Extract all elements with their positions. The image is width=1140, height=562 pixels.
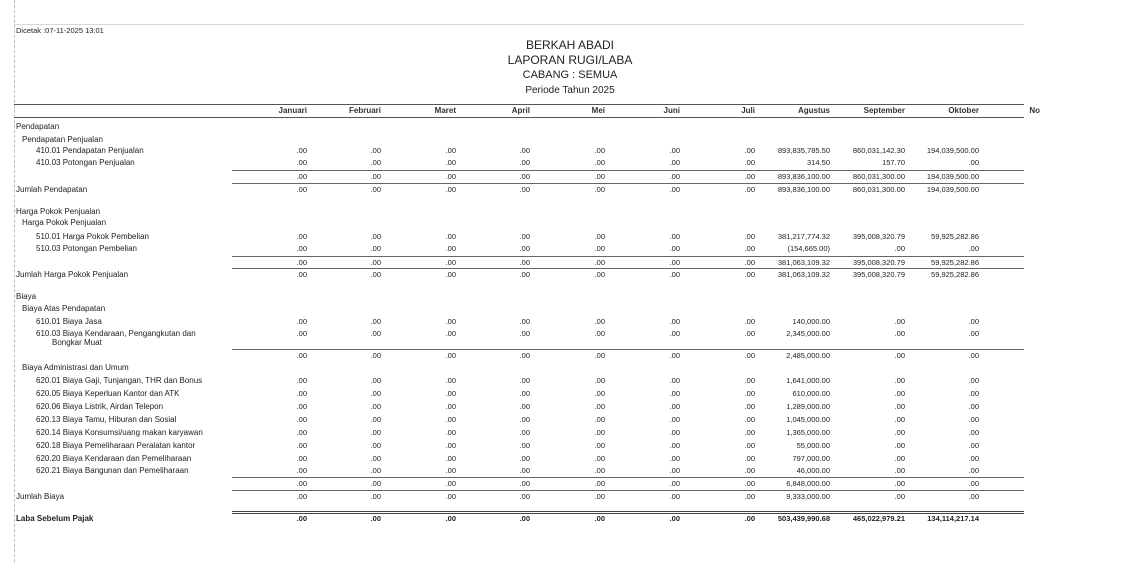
value-cell-juli: .00	[744, 232, 755, 241]
column-header-top-rule	[14, 104, 1024, 105]
row-label: 410.01 Pendapatan Penjualan	[36, 146, 144, 155]
value-cell-juli: .00	[744, 389, 755, 398]
value-cell-april: .00	[519, 158, 530, 167]
value-cell-oktober: .00	[968, 244, 979, 253]
value-cell-januari: .00	[296, 172, 307, 181]
column-header-agustus: Agustus	[798, 106, 830, 115]
value-cell-juni: .00	[669, 185, 680, 194]
value-cell-april: .00	[519, 270, 530, 279]
value-cell-september: 860,031,142.30	[852, 146, 905, 155]
value-cell-januari: .00	[296, 351, 307, 360]
value-cell-januari: .00	[296, 317, 307, 326]
value-cell-juli: .00	[744, 172, 755, 181]
value-cell-april: .00	[519, 351, 530, 360]
value-cell-januari: .00	[296, 415, 307, 424]
value-cell-juni: .00	[669, 158, 680, 167]
value-cell-januari: .00	[296, 441, 307, 450]
value-cell-maret: .00	[445, 270, 456, 279]
row-label: Pendapatan	[16, 122, 60, 131]
value-cell-september: 395,008,320.79	[852, 232, 905, 241]
value-cell-oktober: 194,039,500.00	[926, 172, 979, 181]
row-label: 610.03 Biaya Kendaraan, Pengangkutan dan	[36, 329, 196, 338]
value-cell-agustus: 46,000.00	[796, 466, 830, 475]
value-cell-agustus: 1,289,000.00	[786, 402, 830, 411]
value-cell-mei: .00	[594, 492, 605, 501]
report-title: LAPORAN RUGI/LABA	[507, 53, 633, 67]
value-cell-agustus: 55,000.00	[796, 441, 830, 450]
value-cell-januari: .00	[296, 244, 307, 253]
value-cell-februari: .00	[370, 351, 381, 360]
value-cell-februari: .00	[370, 454, 381, 463]
value-cell-januari: .00	[296, 428, 307, 437]
value-cell-agustus: 1,641,000.00	[786, 376, 830, 385]
value-cell-juni: .00	[669, 317, 680, 326]
printed-timestamp: Dicetak :07-11-2025 13:01	[16, 26, 104, 35]
value-cell-agustus: 503,439,990.68	[777, 514, 830, 523]
value-cell-maret: .00	[445, 389, 456, 398]
row-label: 620.06 Biaya Listrik, Airdan Telepon	[36, 402, 164, 411]
value-cell-maret: .00	[445, 466, 456, 475]
period-label: Periode Tahun 2025	[525, 85, 615, 96]
value-cell-mei: .00	[594, 232, 605, 241]
row-label: Biaya Atas Pendapatan	[22, 304, 106, 313]
value-cell-maret: .00	[445, 402, 456, 411]
value-cell-maret: .00	[445, 415, 456, 424]
value-cell-maret: .00	[445, 317, 456, 326]
value-cell-mei: .00	[594, 441, 605, 450]
value-cell-september: .00	[894, 389, 905, 398]
row-label: 510.01 Harga Pokok Pembelian	[36, 232, 149, 241]
value-cell-agustus: 381,063,109.32	[777, 258, 830, 267]
value-cell-agustus: (154,665.00)	[787, 244, 830, 253]
value-cell-februari: .00	[370, 415, 381, 424]
value-cell-juni: .00	[669, 270, 680, 279]
value-cell-februari: .00	[370, 244, 381, 253]
value-cell-juni: .00	[669, 376, 680, 385]
value-cell-maret: .00	[445, 258, 456, 267]
row-label: 410.03 Potongan Penjualan	[36, 158, 135, 167]
value-cell-januari: .00	[296, 402, 307, 411]
value-cell-januari: .00	[296, 146, 307, 155]
value-cell-juli: .00	[744, 158, 755, 167]
value-cell-april: .00	[519, 402, 530, 411]
value-cell-maret: .00	[445, 244, 456, 253]
value-cell-februari: .00	[370, 466, 381, 475]
value-cell-februari: .00	[370, 232, 381, 241]
value-cell-oktober: .00	[968, 376, 979, 385]
value-cell-maret: .00	[445, 479, 456, 488]
row-label: 620.01 Biaya Gaji, Tunjangan, THR dan Bonus	[36, 376, 203, 385]
value-cell-april: .00	[519, 146, 530, 155]
value-cell-oktober: .00	[968, 158, 979, 167]
value-cell-september: 157.70	[882, 158, 905, 167]
value-cell-oktober: .00	[968, 466, 979, 475]
value-cell-juli: .00	[744, 428, 755, 437]
value-cell-april: .00	[519, 454, 530, 463]
value-cell-mei: .00	[594, 389, 605, 398]
subtotal-rule	[232, 268, 1024, 269]
value-cell-oktober: .00	[968, 492, 979, 501]
column-header-juni: Juni	[663, 106, 680, 115]
value-cell-juli: .00	[744, 146, 755, 155]
value-cell-oktober: .00	[968, 329, 979, 338]
value-cell-juni: .00	[669, 454, 680, 463]
value-cell-februari: .00	[370, 146, 381, 155]
value-cell-februari: .00	[370, 389, 381, 398]
column-header-no: No	[1029, 106, 1040, 115]
value-cell-oktober: .00	[968, 389, 979, 398]
column-header-juli: Juli	[741, 106, 755, 115]
row-label: 620.05 Biaya Keperluan Kantor dan ATK	[36, 389, 180, 398]
value-cell-mei: .00	[594, 466, 605, 475]
value-cell-maret: .00	[445, 351, 456, 360]
value-cell-mei: .00	[594, 428, 605, 437]
value-cell-juli: .00	[744, 351, 755, 360]
value-cell-juni: .00	[669, 492, 680, 501]
row-label-continued: Bongkar Muat	[52, 338, 102, 347]
value-cell-maret: .00	[445, 492, 456, 501]
value-cell-september: .00	[894, 466, 905, 475]
value-cell-januari: .00	[296, 479, 307, 488]
value-cell-juli: .00	[744, 454, 755, 463]
value-cell-mei: .00	[594, 270, 605, 279]
value-cell-juli: .00	[744, 514, 755, 523]
value-cell-juli: .00	[744, 479, 755, 488]
value-cell-juli: .00	[744, 317, 755, 326]
value-cell-mei: .00	[594, 351, 605, 360]
value-cell-september: .00	[894, 454, 905, 463]
value-cell-oktober: 59,925,282.86	[931, 258, 979, 267]
value-cell-juni: .00	[669, 479, 680, 488]
value-cell-april: .00	[519, 172, 530, 181]
value-cell-januari: .00	[296, 232, 307, 241]
row-label: Biaya	[16, 292, 37, 301]
value-cell-september: .00	[894, 428, 905, 437]
row-label: 620.21 Biaya Bangunan dan Pemeliharaan	[36, 466, 189, 475]
value-cell-april: .00	[519, 244, 530, 253]
value-cell-juli: .00	[744, 376, 755, 385]
value-cell-oktober: 59,925,282.86	[931, 270, 979, 279]
value-cell-februari: .00	[370, 479, 381, 488]
value-cell-juni: .00	[669, 428, 680, 437]
value-cell-agustus: 797,000.00	[792, 454, 830, 463]
company-name: BERKAH ABADI	[525, 38, 615, 52]
value-cell-april: .00	[519, 232, 530, 241]
value-cell-juni: .00	[669, 441, 680, 450]
value-cell-oktober: .00	[968, 454, 979, 463]
value-cell-februari: .00	[370, 376, 381, 385]
value-cell-juni: .00	[669, 351, 680, 360]
column-header-april: April	[511, 106, 530, 115]
column-header-bottom-rule	[14, 117, 1024, 118]
value-cell-juli: .00	[744, 415, 755, 424]
total-double-rule	[232, 511, 1024, 514]
value-cell-februari: .00	[370, 492, 381, 501]
value-cell-september: .00	[894, 441, 905, 450]
value-cell-agustus: 893,835,785.50	[777, 146, 830, 155]
column-header-september: September	[863, 106, 905, 115]
value-cell-agustus: 381,063,109.32	[777, 270, 830, 279]
value-cell-mei: .00	[594, 146, 605, 155]
value-cell-mei: .00	[594, 172, 605, 181]
column-header-maret: Maret	[434, 106, 456, 115]
value-cell-april: .00	[519, 514, 530, 523]
value-cell-februari: .00	[370, 441, 381, 450]
value-cell-maret: .00	[445, 441, 456, 450]
column-header-mei: Mei	[591, 106, 605, 115]
value-cell-oktober: 194,039,500.00	[926, 146, 979, 155]
value-cell-september: .00	[894, 492, 905, 501]
value-cell-januari: .00	[296, 258, 307, 267]
row-label: 620.14 Biaya Konsumsi/uang makan karyawan	[36, 428, 203, 437]
column-header-oktober: Oktober	[948, 106, 979, 115]
value-cell-januari: .00	[296, 492, 307, 501]
value-cell-juli: .00	[744, 441, 755, 450]
value-cell-september: .00	[894, 329, 905, 338]
value-cell-oktober: .00	[968, 402, 979, 411]
value-cell-januari: .00	[296, 270, 307, 279]
value-cell-september: .00	[894, 244, 905, 253]
value-cell-mei: .00	[594, 454, 605, 463]
value-cell-juni: .00	[669, 514, 680, 523]
value-cell-agustus: 381,217,774.32	[777, 232, 830, 241]
value-cell-mei: .00	[594, 185, 605, 194]
column-header-februari: Februari	[348, 106, 381, 115]
value-cell-agustus: 140,000.00	[792, 317, 830, 326]
value-cell-mei: .00	[594, 258, 605, 267]
value-cell-april: .00	[519, 389, 530, 398]
value-cell-juni: .00	[669, 415, 680, 424]
value-cell-februari: .00	[370, 317, 381, 326]
value-cell-juni: .00	[669, 329, 680, 338]
subtotal-rule	[232, 256, 1024, 257]
value-cell-april: .00	[519, 415, 530, 424]
column-header-januari: Januari	[278, 106, 307, 115]
value-cell-agustus: 893,836,100.00	[777, 172, 830, 181]
value-cell-februari: .00	[370, 172, 381, 181]
value-cell-oktober: .00	[968, 415, 979, 424]
subtotal-rule	[232, 170, 1024, 171]
value-cell-mei: .00	[594, 329, 605, 338]
value-cell-oktober: .00	[968, 317, 979, 326]
value-cell-april: .00	[519, 441, 530, 450]
value-cell-april: .00	[519, 492, 530, 501]
value-cell-maret: .00	[445, 185, 456, 194]
row-label: Jumlah Pendapatan	[16, 185, 88, 194]
value-cell-januari: .00	[296, 466, 307, 475]
value-cell-februari: .00	[370, 402, 381, 411]
value-cell-april: .00	[519, 185, 530, 194]
value-cell-mei: .00	[594, 317, 605, 326]
value-cell-juli: .00	[744, 466, 755, 475]
value-cell-maret: .00	[445, 146, 456, 155]
subtotal-rule	[232, 183, 1024, 184]
value-cell-juli: .00	[744, 402, 755, 411]
value-cell-mei: .00	[594, 244, 605, 253]
value-cell-mei: .00	[594, 158, 605, 167]
value-cell-oktober: .00	[968, 428, 979, 437]
value-cell-april: .00	[519, 376, 530, 385]
value-cell-oktober: 194,039,500.00	[926, 185, 979, 194]
row-label: 620.13 Biaya Tamu, Hiburan dan Sosial	[36, 415, 177, 424]
value-cell-agustus: 314.50	[807, 158, 830, 167]
value-cell-april: .00	[519, 479, 530, 488]
value-cell-juli: .00	[744, 244, 755, 253]
value-cell-maret: .00	[445, 232, 456, 241]
value-cell-agustus: 2,485,000.00	[786, 351, 830, 360]
value-cell-mei: .00	[594, 415, 605, 424]
value-cell-februari: .00	[370, 158, 381, 167]
value-cell-juni: .00	[669, 466, 680, 475]
value-cell-juni: .00	[669, 244, 680, 253]
value-cell-september: .00	[894, 317, 905, 326]
value-cell-mei: .00	[594, 402, 605, 411]
row-label: Harga Pokok Penjualan	[16, 207, 101, 216]
value-cell-maret: .00	[445, 376, 456, 385]
value-cell-juni: .00	[669, 258, 680, 267]
row-label: Laba Sebelum Pajak	[16, 514, 94, 523]
value-cell-agustus: 6,848,000.00	[786, 479, 830, 488]
value-cell-september: .00	[894, 376, 905, 385]
subtotal-rule	[232, 349, 1024, 350]
value-cell-september: .00	[894, 402, 905, 411]
value-cell-februari: .00	[370, 514, 381, 523]
value-cell-september: 395,008,320.79	[852, 270, 905, 279]
value-cell-september: .00	[894, 351, 905, 360]
value-cell-april: .00	[519, 428, 530, 437]
value-cell-oktober: 134,114,217.14	[927, 514, 979, 523]
value-cell-juli: .00	[744, 258, 755, 267]
value-cell-juni: .00	[669, 172, 680, 181]
value-cell-januari: .00	[296, 454, 307, 463]
value-cell-september: 465,022,979.21	[852, 514, 905, 523]
value-cell-oktober: .00	[968, 479, 979, 488]
value-cell-februari: .00	[370, 428, 381, 437]
value-cell-januari: .00	[296, 514, 307, 523]
value-cell-agustus: 2,345,000.00	[786, 329, 830, 338]
report-header	[0, 38, 1140, 98]
value-cell-juli: .00	[744, 492, 755, 501]
value-cell-juni: .00	[669, 402, 680, 411]
value-cell-januari: .00	[296, 158, 307, 167]
value-cell-februari: .00	[370, 329, 381, 338]
value-cell-juni: .00	[669, 389, 680, 398]
row-label: 620.18 Biaya Pemeliharaan Peralatan kantor	[36, 441, 196, 450]
value-cell-januari: .00	[296, 185, 307, 194]
value-cell-februari: .00	[370, 258, 381, 267]
value-cell-april: .00	[519, 317, 530, 326]
value-cell-maret: .00	[445, 514, 456, 523]
branch-label: CABANG : SEMUA	[522, 69, 618, 81]
value-cell-maret: .00	[445, 158, 456, 167]
value-cell-september: .00	[894, 479, 905, 488]
value-cell-agustus: 893,836,100.00	[777, 185, 830, 194]
value-cell-september: 395,008,320.79	[852, 258, 905, 267]
value-cell-agustus: 1,365,000.00	[786, 428, 830, 437]
value-cell-agustus: 1,045,000.00	[786, 415, 830, 424]
row-label: 610.01 Biaya Jasa	[36, 317, 102, 326]
value-cell-juli: .00	[744, 270, 755, 279]
value-cell-januari: .00	[296, 389, 307, 398]
value-cell-agustus: 610,000.00	[792, 389, 830, 398]
value-cell-mei: .00	[594, 376, 605, 385]
value-cell-september: 860,031,300.00	[852, 185, 905, 194]
value-cell-juli: .00	[744, 329, 755, 338]
page-top-line	[14, 24, 1024, 25]
value-cell-maret: .00	[445, 172, 456, 181]
row-label: Pendapatan Penjualan	[22, 135, 103, 144]
value-cell-mei: .00	[594, 479, 605, 488]
row-label: 510.03 Potongan Pembelian	[36, 244, 137, 253]
subtotal-rule	[232, 477, 1024, 478]
value-cell-oktober: .00	[968, 351, 979, 360]
value-cell-juni: .00	[669, 146, 680, 155]
row-label: 620.20 Biaya Kendaraan dan Pemeliharaan	[36, 454, 192, 463]
value-cell-april: .00	[519, 258, 530, 267]
value-cell-juni: .00	[669, 232, 680, 241]
value-cell-maret: .00	[445, 454, 456, 463]
value-cell-februari: .00	[370, 270, 381, 279]
row-label: Jumlah Biaya	[16, 492, 65, 501]
value-cell-mei: .00	[594, 514, 605, 523]
row-label: Biaya Administrasi dan Umum	[22, 363, 129, 372]
value-cell-juli: .00	[744, 185, 755, 194]
value-cell-januari: .00	[296, 329, 307, 338]
value-cell-september: 860,031,300.00	[852, 172, 905, 181]
value-cell-oktober: .00	[968, 441, 979, 450]
value-cell-september: .00	[894, 415, 905, 424]
value-cell-oktober: 59,925,282.86	[931, 232, 979, 241]
value-cell-maret: .00	[445, 428, 456, 437]
value-cell-april: .00	[519, 329, 530, 338]
value-cell-april: .00	[519, 466, 530, 475]
value-cell-februari: .00	[370, 185, 381, 194]
row-label: Harga Pokok Penjualan	[22, 218, 107, 227]
value-cell-maret: .00	[445, 329, 456, 338]
value-cell-januari: .00	[296, 376, 307, 385]
subtotal-rule	[232, 490, 1024, 491]
value-cell-agustus: 9,333,000.00	[786, 492, 830, 501]
row-label: Jumlah Harga Pokok Penjualan	[16, 270, 129, 279]
